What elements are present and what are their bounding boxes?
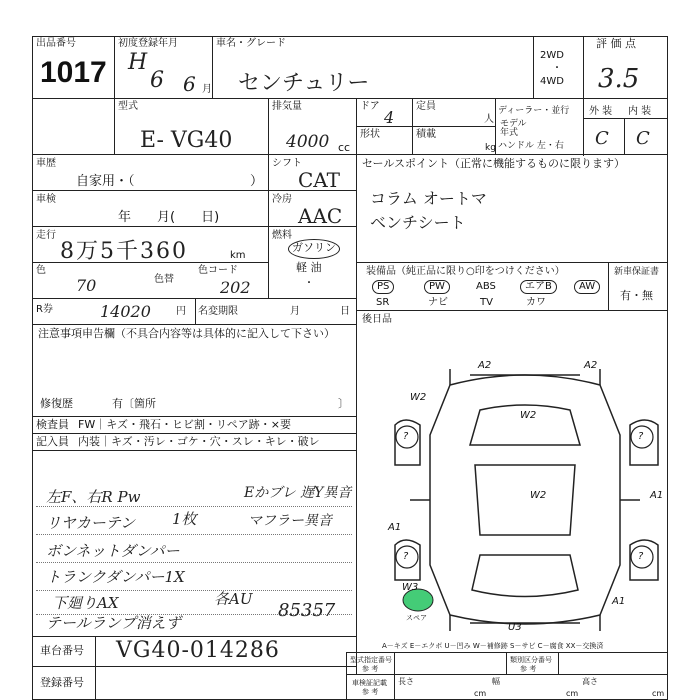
damage-mark-a1-rear: A1	[612, 596, 626, 607]
score-label: 評 価 点	[596, 37, 636, 50]
repair-history-value: 有〔箇所	[112, 397, 156, 410]
drive-2wd: 2WD	[540, 50, 564, 61]
damage-mark-a1-left: A1	[388, 522, 402, 533]
length-unit: cm	[474, 689, 487, 698]
recycle-unit: 円	[176, 306, 186, 317]
name-change-label: 名変期限	[198, 306, 238, 317]
height-label: 高さ	[582, 677, 598, 686]
equip-airbag: エアB	[520, 280, 557, 294]
damage-mark-wheel-fr: ?	[638, 431, 644, 442]
type-code-label: 型式指定番号	[350, 656, 392, 664]
sales-point-title: セールスポイント（正常に機能するものに限ります）	[362, 157, 626, 170]
damage-mark-a1-right: A1	[650, 490, 664, 501]
equip-tv: TV	[480, 297, 493, 308]
month-value: 6	[183, 72, 196, 96]
interior-label: 内 装	[628, 106, 652, 117]
era-value: H	[128, 50, 148, 75]
inspector-items: FW｜キズ・飛石・ヒビ割・リペア跡・×要	[78, 418, 291, 431]
damage-mark-w2-roof: W2	[530, 490, 547, 501]
shift-value: CAT	[298, 168, 340, 192]
damage-mark-w2-left: W2	[410, 392, 427, 403]
damage-mark-front-a2: A2	[478, 360, 492, 371]
warranty-label: 新車保証書	[614, 267, 660, 277]
ac-label: 冷房	[272, 194, 292, 205]
note-line-6: テールランプ消えず	[46, 614, 181, 632]
type-label: 型式	[118, 101, 138, 112]
width-unit: cm	[566, 689, 579, 698]
month-unit: 月	[202, 84, 212, 95]
equip-navi: ナビ	[428, 297, 448, 308]
damage-legend: A－キズ E－エクボ U－凹み W－補修跡 S－サビ C－腐食 XX－交換済	[382, 642, 604, 650]
damage-mark-wheel-rl: ?	[403, 551, 409, 562]
shift-label: シフト	[272, 158, 302, 169]
history-value: 自家用・（	[76, 174, 135, 189]
class-label: 類別区分番号	[510, 656, 552, 664]
model-name-value: センチュリー	[238, 71, 370, 96]
damage-mark-front-a2-right: A2	[584, 360, 598, 371]
writer-items: 内装｜キズ・汚レ・ゴケ・穴・スレ・キレ・破レ	[78, 435, 320, 448]
note-line-4: トランクダンパー1X	[46, 568, 185, 586]
recycle-value: 14020	[100, 302, 151, 321]
dealer-label: ディーラー・並行	[498, 106, 570, 116]
color-change-label: 色替	[154, 274, 174, 285]
width-label: 幅	[492, 677, 500, 686]
ac-value: AAC	[298, 204, 343, 228]
capacity-unit: 人	[484, 114, 494, 125]
writer-label: 記入員	[36, 435, 69, 448]
notes-title: 注意事項申告欄（不具合内容等は具体的に記入して下さい）	[38, 327, 335, 340]
note-line-5b: 各AU	[214, 590, 253, 608]
damage-mark-u3: U3	[508, 622, 522, 633]
warranty-value: 有・無	[620, 289, 653, 302]
equip-leather: カワ	[526, 297, 546, 308]
color-code-value: 202	[220, 278, 251, 297]
model-name-label: 車名・グレード	[216, 38, 286, 49]
chassis-value: VG40-014286	[116, 638, 280, 663]
chassis-label: 車台番号	[40, 644, 84, 657]
exterior-grade: C	[595, 128, 609, 149]
mileage-unit: km	[230, 250, 246, 261]
load-label: 積載	[416, 129, 436, 140]
lot-number-label: 出品番号	[36, 38, 76, 49]
equipment-title: 装備品（純正品に限り○印をつけください）	[366, 266, 565, 277]
history-close: ）	[250, 174, 264, 189]
year-value: 6	[150, 68, 164, 93]
doors-label: ドア	[360, 101, 380, 112]
type-value: E- VG40	[140, 128, 233, 153]
displacement-unit: cc	[338, 141, 351, 154]
note-line-2b: 1枚	[172, 510, 197, 528]
note-line-5: 下廻りAX	[52, 594, 119, 612]
shaken-label: 車検	[36, 194, 56, 205]
fuel-gasoline: ガソリン	[292, 241, 336, 254]
equip-ps: PS	[372, 280, 394, 294]
note-line-2: リヤカーテン	[46, 514, 135, 532]
repair-history-label: 修復歴	[40, 397, 73, 410]
displacement-label: 排気量	[272, 101, 302, 112]
type-code-ref: 参 考	[362, 665, 379, 673]
dimensions-label: 車検証記載	[352, 679, 387, 687]
damage-mark-w2-hood: W2	[520, 410, 537, 421]
rear-items-label: 後日品	[362, 314, 392, 325]
score-value: 3.5	[598, 64, 640, 94]
interior-grade: C	[636, 128, 650, 149]
note-line-3: ボンネットダンパー	[46, 542, 180, 560]
note-line-2c: マフラー異音	[248, 513, 332, 529]
drive-dot: ・	[552, 63, 562, 74]
displacement-value: 4000	[286, 132, 330, 152]
exterior-label: 外 装	[589, 106, 613, 117]
damage-mark-w3: W3	[402, 582, 419, 593]
note-line-6b: 85357	[278, 600, 336, 621]
name-change-day: 日	[340, 306, 350, 317]
length-label: 長さ	[398, 677, 414, 686]
load-unit: kg	[485, 143, 496, 153]
note-line-1b: Eかブレ 遅Y異音	[244, 485, 352, 501]
registration-label: 登録番号	[40, 676, 84, 689]
damage-mark-wheel-rr: ?	[638, 551, 644, 562]
shaken-value: 年 月( 日)	[118, 210, 220, 225]
class-ref: 参 考	[520, 665, 537, 673]
recycle-label: R券	[36, 304, 53, 315]
drive-4wd: 4WD	[540, 76, 564, 87]
capacity-label: 定員	[416, 101, 436, 112]
mileage-label: 走行	[36, 230, 56, 241]
equip-pw: PW	[424, 280, 450, 294]
handle-label: ハンドル 左・右	[498, 141, 564, 151]
color-code-label: 色コード	[198, 265, 238, 276]
mileage-value: 8万5千360	[60, 239, 188, 264]
dimensions-ref: 参 考	[362, 688, 379, 696]
model-year-label: モデル年式	[500, 119, 527, 138]
equip-abs: ABS	[476, 281, 496, 292]
history-label: 車歴	[36, 158, 56, 169]
spare-label: スペア	[406, 614, 427, 622]
fuel-circle	[288, 239, 340, 259]
note-line-1: 左F、右R Pw	[46, 488, 141, 506]
doors-value: 4	[384, 108, 395, 127]
fuel-light-oil: 軽 油	[296, 261, 322, 274]
lot-number: 1017	[40, 56, 107, 89]
color-label: 色	[36, 265, 46, 276]
name-change-month: 月	[290, 306, 300, 317]
first-registration-label: 初度登録年月	[118, 38, 178, 49]
color-value: 70	[76, 276, 97, 295]
sales-point-line1: コラム オートマ	[370, 189, 487, 208]
damage-mark-wheel-fl: ?	[403, 431, 409, 442]
fuel-dot: ・	[304, 278, 314, 289]
equip-aw: AW	[574, 280, 600, 294]
inspector-label: 検査員	[36, 418, 69, 431]
sales-point-line2: ベンチシート	[370, 213, 466, 232]
equip-sr: SR	[376, 297, 390, 308]
fuel-label: 燃料	[272, 230, 292, 241]
height-unit: cm	[652, 689, 665, 698]
shape-label: 形状	[360, 129, 380, 140]
repair-history-close: 〕	[338, 397, 349, 410]
